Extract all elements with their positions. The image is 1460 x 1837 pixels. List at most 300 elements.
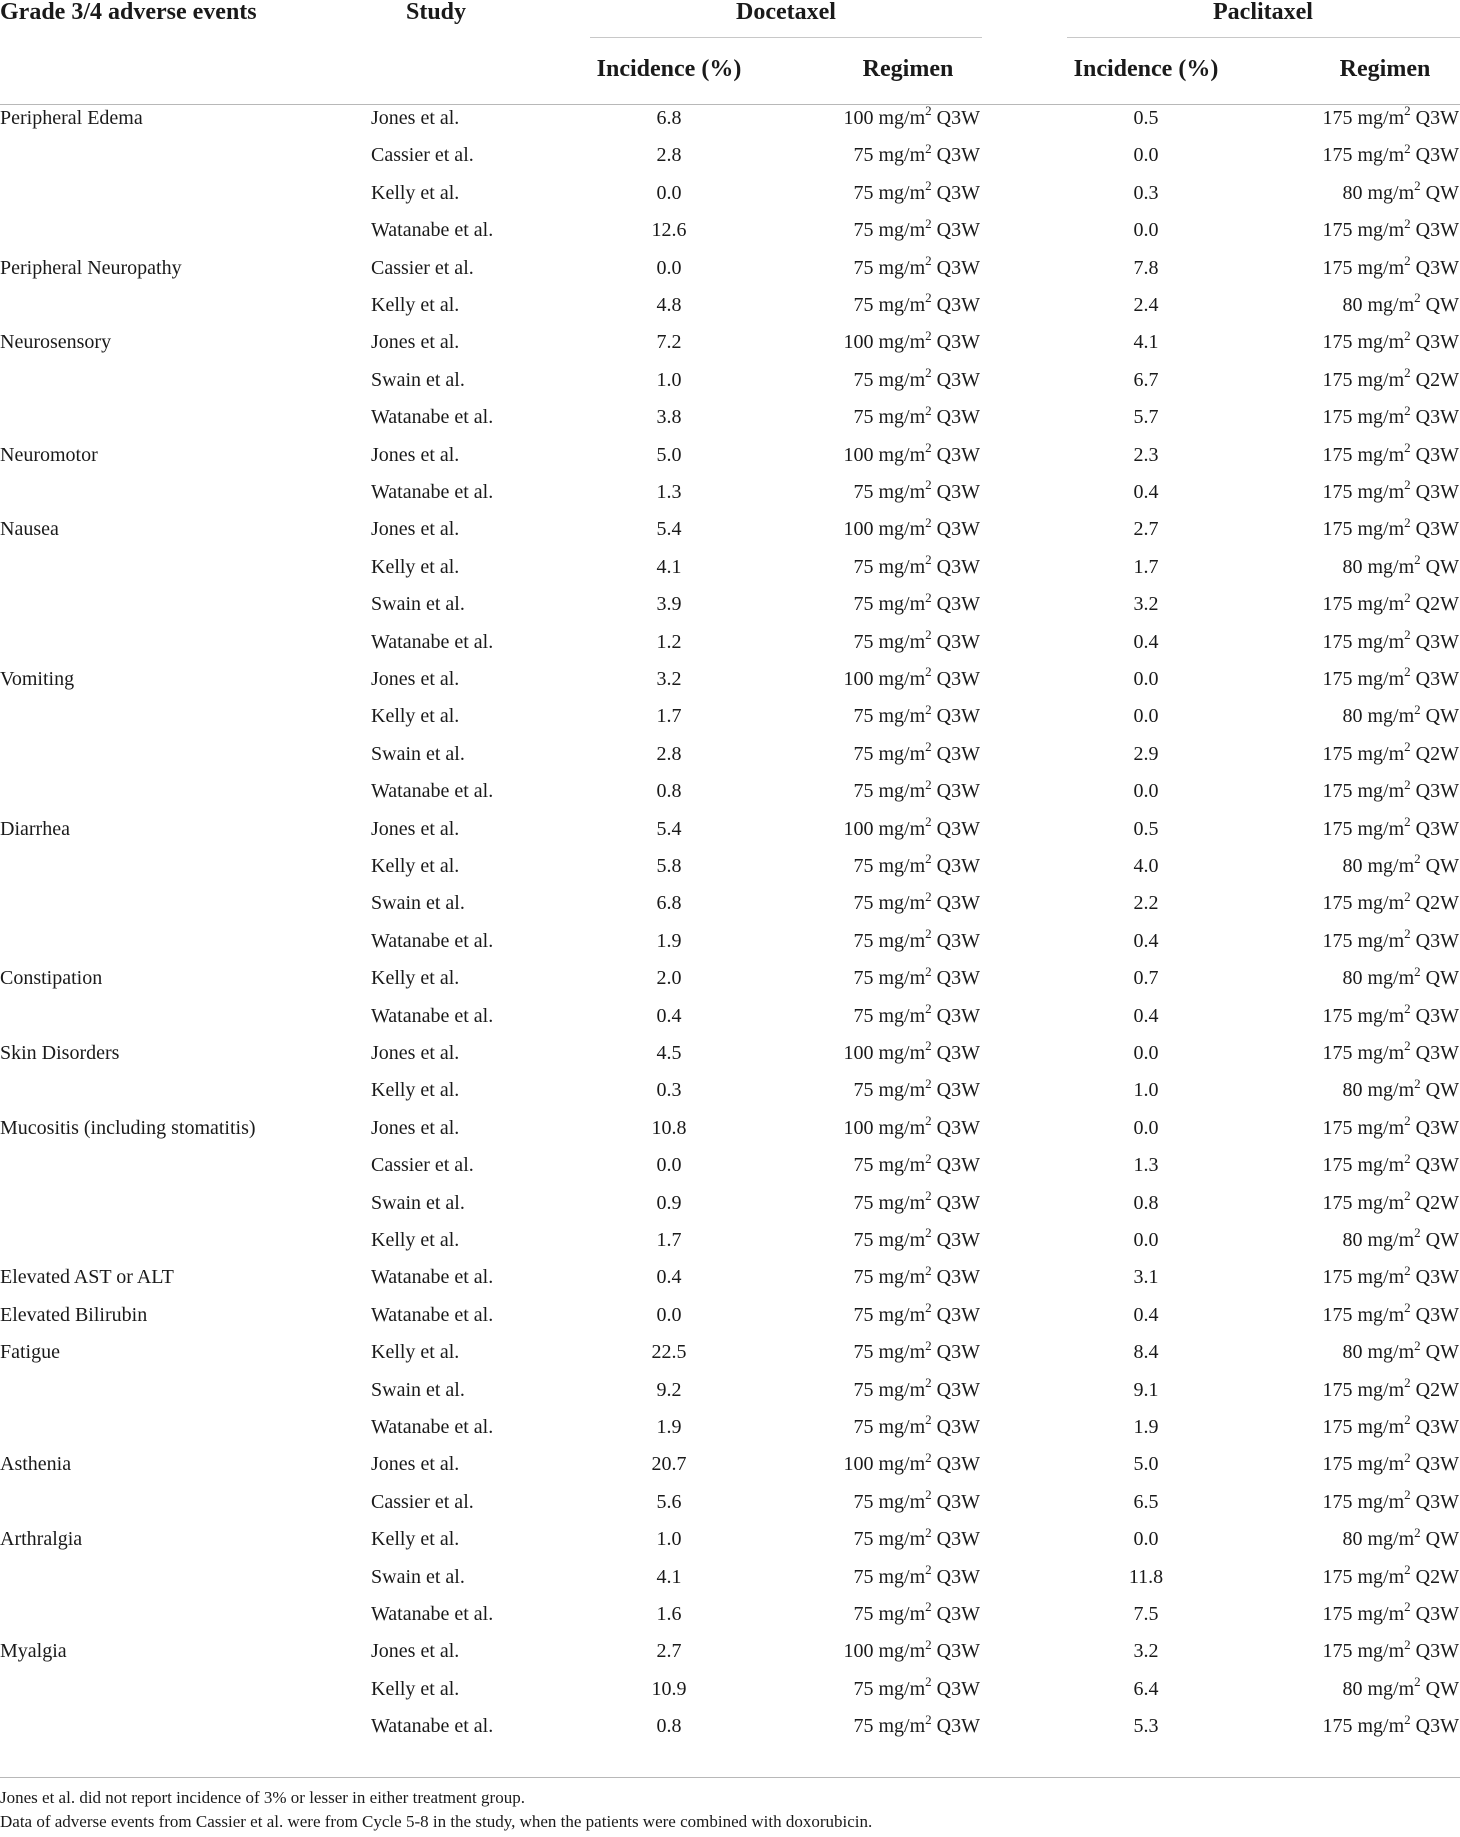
docetaxel-incidence-cell: 0.0 (656, 1303, 682, 1326)
regimen-dose: 75 mg/m (853, 630, 926, 653)
regimen-schedule: Q3W (931, 1154, 980, 1177)
paclitaxel-incidence-cell: 4.1 (1133, 331, 1159, 354)
superscript-2: 2 (1404, 1561, 1411, 1577)
adverse-event-cell: Arthralgia (0, 1528, 83, 1551)
regimen-dose: 100 mg/m (843, 668, 926, 690)
regimen-schedule: Q3W (931, 1303, 980, 1326)
docetaxel-incidence-cell: 10.9 (651, 1677, 687, 1700)
regimen-dose: 75 mg/m (853, 742, 926, 765)
regimen-schedule: Q3W (1410, 817, 1459, 840)
regimen-schedule: Q3W (931, 481, 980, 503)
regimen-schedule: QW (1420, 181, 1459, 204)
paclitaxel-incidence-cell: 7.5 (1133, 1603, 1159, 1625)
paclitaxel-incidence-cell: 6.7 (1133, 368, 1159, 391)
docetaxel-incidence-cell: 5.8 (656, 855, 682, 877)
superscript-2: 2 (925, 140, 932, 156)
paclitaxel-regimen-cell (1323, 1484, 1460, 1521)
docetaxel-regimen-cell (854, 923, 981, 960)
paclitaxel-regimen-cell (1323, 1372, 1460, 1409)
docetaxel-regimen-cell (854, 250, 981, 287)
table-row (0, 1110, 1460, 1147)
superscript-2: 2 (925, 514, 932, 530)
docetaxel-incidence-cell: 0.9 (656, 1191, 682, 1214)
study-cell: Jones et al. (371, 518, 460, 541)
superscript-2: 2 (925, 1636, 932, 1652)
regimen-schedule: QW (1420, 1528, 1459, 1551)
study-cell: Watanabe et al. (371, 1715, 494, 1738)
study-cell: Kelly et al. (371, 1229, 460, 1251)
superscript-2: 2 (1404, 1038, 1411, 1054)
superscript-2: 2 (925, 1038, 932, 1054)
superscript-2: 2 (1414, 851, 1421, 867)
regimen-dose: 75 mg/m (853, 1191, 926, 1214)
docetaxel-regimen-cell (854, 287, 981, 324)
regimen-dose: 175 mg/m (1322, 1303, 1405, 1326)
study-cell: Kelly et al. (371, 855, 460, 877)
superscript-2: 2 (925, 439, 932, 455)
footer-rule (0, 1777, 1460, 1778)
paclitaxel-incidence-cell: 1.9 (1133, 1416, 1159, 1438)
docetaxel-incidence-cell: 2.0 (656, 967, 682, 990)
docetaxel-regimen-cell (854, 175, 981, 212)
superscript-2: 2 (1404, 1599, 1411, 1615)
regimen-schedule: Q3W (1410, 1715, 1459, 1738)
paclitaxel-incidence-cell: 0.8 (1133, 1191, 1159, 1214)
docetaxel-incidence-cell: 0.3 (656, 1079, 682, 1102)
regimen-schedule: Q3W (1410, 1116, 1459, 1139)
superscript-2: 2 (1404, 776, 1411, 792)
regimen-schedule: Q3W (1410, 1266, 1459, 1289)
docetaxel-incidence-cell: 5.4 (656, 518, 682, 541)
superscript-2: 2 (1404, 439, 1411, 455)
superscript-2: 2 (925, 1000, 932, 1016)
superscript-2: 2 (1414, 701, 1421, 717)
adverse-event-cell: Constipation (0, 967, 103, 990)
table-row (0, 1259, 1460, 1296)
regimen-dose: 175 mg/m (1322, 1603, 1405, 1625)
docetaxel-regimen-cell (844, 811, 981, 848)
docetaxel-regimen-cell (844, 1110, 981, 1147)
regimen-dose: 75 mg/m (853, 1341, 926, 1364)
regimen-schedule: Q3W (931, 1341, 980, 1364)
table-row (0, 1484, 1460, 1521)
study-cell: Watanabe et al. (371, 1004, 494, 1027)
regimen-schedule: Q3W (1410, 406, 1459, 429)
regimen-dose: 75 mg/m (853, 929, 926, 952)
docetaxel-incidence-cell: 0.0 (656, 181, 682, 204)
superscript-2: 2 (1404, 1262, 1411, 1278)
regimen-dose: 100 mg/m (843, 518, 926, 541)
superscript-2: 2 (1404, 1449, 1411, 1465)
regimen-dose: 80 mg/m (1342, 1079, 1415, 1102)
docetaxel-regimen-cell (854, 773, 981, 810)
superscript-2: 2 (1404, 215, 1411, 231)
regimen-schedule: Q2W (1410, 1565, 1459, 1588)
regimen-schedule: Q3W (1410, 1154, 1459, 1177)
regimen-schedule: QW (1420, 855, 1459, 877)
table-row (0, 1446, 1460, 1483)
table-row (0, 1409, 1460, 1446)
table-row (0, 661, 1460, 698)
paclitaxel-incidence-cell: 1.0 (1133, 1079, 1159, 1102)
docetaxel-incidence-cell: 4.8 (656, 294, 682, 316)
paclitaxel-regimen-cell (1323, 399, 1460, 436)
regimen-dose: 175 mg/m (1322, 1453, 1405, 1476)
superscript-2: 2 (1404, 888, 1411, 904)
header-docetaxel: Docetaxel (736, 0, 836, 25)
paclitaxel-group-rule (1067, 37, 1460, 38)
regimen-dose: 100 mg/m (843, 1116, 926, 1139)
study-cell: Watanabe et al. (371, 1303, 494, 1326)
docetaxel-incidence-cell: 0.0 (656, 1154, 682, 1177)
header-study: Study (405, 0, 467, 25)
docetaxel-incidence-cell: 6.8 (656, 892, 682, 915)
superscript-2: 2 (925, 365, 932, 381)
paclitaxel-incidence-cell: 0.0 (1133, 1116, 1159, 1139)
adverse-event-cell: Asthenia (0, 1453, 72, 1476)
regimen-dose: 80 mg/m (1342, 855, 1415, 877)
regimen-dose: 75 mg/m (853, 219, 926, 242)
regimen-dose: 100 mg/m (843, 107, 926, 129)
superscript-2: 2 (1414, 963, 1421, 979)
table-row (0, 1521, 1460, 1558)
regimen-dose: 175 mg/m (1322, 256, 1405, 279)
docetaxel-regimen-cell (854, 1222, 981, 1259)
regimen-schedule: Q3W (1410, 630, 1459, 653)
table-row (0, 1596, 1460, 1633)
regimen-schedule: Q3W (931, 668, 980, 690)
regimen-schedule: Q3W (931, 144, 980, 167)
paclitaxel-regimen-cell (1343, 698, 1460, 735)
paclitaxel-incidence-cell: 0.0 (1133, 144, 1159, 167)
regimen-schedule: Q3W (1410, 1640, 1459, 1663)
docetaxel-incidence-cell: 1.9 (656, 929, 682, 952)
regimen-schedule: Q3W (931, 1490, 980, 1513)
regimen-schedule: Q3W (931, 1004, 980, 1027)
paclitaxel-regimen-cell (1323, 511, 1460, 548)
regimen-schedule: Q3W (931, 181, 980, 204)
superscript-2: 2 (925, 1599, 932, 1615)
regimen-dose: 175 mg/m (1322, 780, 1405, 803)
superscript-2: 2 (925, 552, 932, 568)
docetaxel-incidence-cell: 0.4 (656, 1266, 682, 1289)
docetaxel-regimen-cell (854, 1259, 981, 1296)
paclitaxel-regimen-cell (1323, 1409, 1460, 1446)
regimen-dose: 75 mg/m (853, 481, 926, 503)
paclitaxel-incidence-cell: 3.2 (1133, 1640, 1159, 1663)
docetaxel-regimen-cell (854, 1334, 981, 1371)
docetaxel-regimen-cell (854, 698, 981, 735)
superscript-2: 2 (925, 589, 932, 605)
regimen-dose: 175 mg/m (1322, 1715, 1405, 1738)
docetaxel-incidence-cell: 1.0 (656, 1528, 682, 1551)
paclitaxel-regimen-cell (1323, 811, 1460, 848)
paclitaxel-incidence-cell: 1.7 (1133, 555, 1159, 578)
regimen-dose: 175 mg/m (1322, 1266, 1405, 1289)
paclitaxel-regimen-cell (1343, 549, 1460, 586)
paclitaxel-incidence-cell: 0.0 (1133, 219, 1159, 242)
docetaxel-incidence-cell: 0.8 (656, 780, 682, 803)
table-row (0, 399, 1460, 436)
docetaxel-incidence-cell: 3.2 (656, 668, 682, 690)
study-cell: Jones et al. (371, 817, 460, 840)
regimen-schedule: Q3W (1410, 331, 1459, 354)
table-row (0, 1185, 1460, 1222)
regimen-dose: 175 mg/m (1322, 518, 1405, 541)
paclitaxel-regimen-cell (1323, 1446, 1460, 1483)
regimen-schedule: QW (1420, 555, 1459, 578)
table-row (0, 848, 1460, 885)
regimen-schedule: Q3W (1410, 107, 1459, 129)
docetaxel-regimen-cell (854, 1297, 981, 1334)
docetaxel-incidence-cell: 4.1 (656, 555, 682, 578)
docetaxel-regimen-cell (854, 1147, 981, 1184)
regimen-dose: 175 mg/m (1322, 929, 1405, 952)
paclitaxel-incidence-cell: 6.5 (1133, 1490, 1159, 1513)
regimen-dose: 75 mg/m (853, 555, 926, 578)
table-row (0, 586, 1460, 623)
superscript-2: 2 (925, 327, 932, 343)
study-cell: Jones et al. (371, 443, 460, 466)
paclitaxel-incidence-cell: 0.0 (1133, 1042, 1159, 1064)
superscript-2: 2 (925, 1262, 932, 1278)
superscript-2: 2 (925, 1561, 932, 1577)
regimen-schedule: Q3W (931, 555, 980, 578)
study-cell: Watanabe et al. (371, 780, 494, 803)
paclitaxel-regimen-cell (1323, 885, 1460, 922)
study-cell: Cassier et al. (371, 1154, 474, 1177)
study-cell: Watanabe et al. (371, 406, 494, 429)
docetaxel-incidence-cell: 1.2 (656, 630, 682, 653)
paclitaxel-incidence-cell: 0.7 (1133, 967, 1159, 990)
study-cell: Jones et al. (371, 1640, 460, 1663)
regimen-schedule: Q3W (931, 1229, 980, 1251)
regimen-schedule: Q3W (931, 1191, 980, 1214)
paclitaxel-incidence-cell: 5.3 (1133, 1715, 1159, 1738)
superscript-2: 2 (925, 739, 932, 755)
docetaxel-regimen-cell (854, 885, 981, 922)
regimen-schedule: Q3W (931, 705, 980, 728)
superscript-2: 2 (1404, 402, 1411, 418)
paclitaxel-regimen-cell (1323, 100, 1460, 137)
adverse-event-cell: Elevated AST or ALT (0, 1266, 174, 1289)
superscript-2: 2 (1414, 290, 1421, 306)
regimen-dose: 80 mg/m (1342, 181, 1415, 204)
study-cell: Kelly et al. (371, 294, 460, 316)
regimen-dose: 75 mg/m (853, 1004, 926, 1027)
adverse-event-cell: Myalgia (0, 1640, 67, 1663)
paclitaxel-regimen-cell (1323, 250, 1460, 287)
paclitaxel-regimen-cell (1323, 324, 1460, 361)
table-row (0, 1297, 1460, 1334)
regimen-schedule: QW (1420, 705, 1459, 728)
paclitaxel-incidence-cell: 0.0 (1133, 705, 1159, 728)
regimen-dose: 75 mg/m (853, 256, 926, 279)
study-cell: Watanabe et al. (371, 929, 494, 952)
paclitaxel-incidence-cell: 2.2 (1133, 892, 1159, 915)
regimen-dose: 175 mg/m (1322, 1116, 1405, 1139)
adverse-event-cell: Peripheral Neuropathy (0, 256, 182, 279)
superscript-2: 2 (1404, 514, 1411, 530)
docetaxel-regimen-cell (844, 1446, 981, 1483)
regimen-dose: 175 mg/m (1322, 1378, 1405, 1401)
docetaxel-regimen-cell (844, 324, 981, 361)
paclitaxel-regimen-cell (1323, 661, 1460, 698)
paclitaxel-incidence-cell: 0.5 (1133, 107, 1159, 129)
study-cell: Watanabe et al. (371, 481, 494, 503)
table-row (0, 773, 1460, 810)
regimen-schedule: Q3W (931, 219, 980, 242)
docetaxel-regimen-cell (854, 1484, 981, 1521)
adverse-event-cell: Nausea (0, 518, 59, 541)
table-row (0, 1671, 1460, 1708)
regimen-schedule: Q3W (931, 1079, 980, 1102)
table-row (0, 885, 1460, 922)
paclitaxel-incidence-cell: 3.2 (1133, 593, 1159, 616)
header-paclitaxel-regimen: Regimen (1339, 56, 1431, 82)
regimen-dose: 75 mg/m (853, 1490, 926, 1513)
regimen-dose: 75 mg/m (853, 1528, 926, 1551)
table-row (0, 998, 1460, 1035)
docetaxel-regimen-cell (854, 624, 981, 661)
superscript-2: 2 (1404, 365, 1411, 381)
regimen-dose: 175 mg/m (1322, 1042, 1405, 1064)
regimen-dose: 75 mg/m (853, 1229, 926, 1251)
table-row (0, 1559, 1460, 1596)
study-cell: Cassier et al. (371, 1490, 474, 1513)
adverse-event-cell: Neuromotor (0, 443, 98, 466)
superscript-2: 2 (925, 178, 932, 194)
regimen-dose: 175 mg/m (1322, 368, 1405, 391)
docetaxel-incidence-cell: 2.7 (656, 1640, 682, 1663)
regimen-schedule: Q2W (1410, 892, 1459, 915)
regimen-schedule: Q3W (931, 518, 980, 541)
table-row (0, 212, 1460, 249)
docetaxel-regimen-cell (844, 1035, 981, 1072)
superscript-2: 2 (925, 1225, 932, 1241)
paclitaxel-regimen-cell (1323, 1596, 1460, 1633)
docetaxel-incidence-cell: 4.1 (656, 1565, 682, 1588)
regimen-dose: 175 mg/m (1322, 892, 1405, 915)
superscript-2: 2 (1404, 1636, 1411, 1652)
header-paclitaxel: Paclitaxel (1213, 0, 1313, 25)
study-cell: Kelly et al. (371, 1528, 460, 1551)
regimen-dose: 175 mg/m (1322, 481, 1405, 503)
table-row (0, 1633, 1460, 1670)
regimen-schedule: Q3W (1410, 1042, 1459, 1064)
docetaxel-incidence-cell: 6.8 (656, 107, 682, 129)
superscript-2: 2 (925, 1300, 932, 1316)
superscript-2: 2 (925, 926, 932, 942)
superscript-2: 2 (925, 1711, 932, 1727)
regimen-dose: 175 mg/m (1322, 144, 1405, 167)
regimen-dose: 75 mg/m (853, 892, 926, 915)
regimen-dose: 80 mg/m (1342, 1341, 1415, 1364)
superscript-2: 2 (925, 626, 932, 642)
table-row (0, 960, 1460, 997)
regimen-dose: 175 mg/m (1322, 1490, 1405, 1513)
regimen-dose: 80 mg/m (1342, 967, 1415, 990)
regimen-dose: 75 mg/m (853, 1715, 926, 1738)
adverse-event-cell: Peripheral Edema (0, 107, 143, 129)
superscript-2: 2 (925, 402, 932, 418)
superscript-2: 2 (1404, 1150, 1411, 1166)
docetaxel-incidence-cell: 5.0 (656, 443, 682, 466)
regimen-dose: 175 mg/m (1322, 107, 1405, 129)
docetaxel-regimen-cell (854, 1708, 981, 1745)
docetaxel-incidence-cell: 1.9 (656, 1416, 682, 1438)
regimen-dose: 175 mg/m (1322, 630, 1405, 653)
regimen-schedule: QW (1420, 1079, 1459, 1102)
regimen-schedule: Q3W (931, 1416, 980, 1438)
docetaxel-regimen-cell (854, 1185, 981, 1222)
regimen-dose: 175 mg/m (1322, 1154, 1405, 1177)
table-row (0, 1035, 1460, 1072)
docetaxel-regimen-cell (854, 399, 981, 436)
paclitaxel-incidence-cell: 0.5 (1133, 817, 1159, 840)
adverse-event-cell: Vomiting (0, 668, 75, 690)
superscript-2: 2 (925, 1449, 932, 1465)
table-row (0, 1222, 1460, 1259)
regimen-schedule: Q3W (931, 1677, 980, 1700)
regimen-dose: 75 mg/m (853, 144, 926, 167)
regimen-schedule: Q3W (1410, 668, 1459, 690)
paclitaxel-regimen-cell (1323, 998, 1460, 1035)
paclitaxel-incidence-cell: 0.4 (1133, 929, 1159, 952)
regimen-dose: 100 mg/m (843, 1640, 926, 1663)
adverse-event-cell: Elevated Bilirubin (0, 1303, 148, 1326)
regimen-dose: 75 mg/m (853, 1565, 926, 1588)
regimen-schedule: Q3W (1410, 1453, 1459, 1476)
study-cell: Swain et al. (371, 742, 465, 765)
table-row (0, 437, 1460, 474)
paclitaxel-incidence-cell: 0.0 (1133, 780, 1159, 803)
regimen-dose: 75 mg/m (853, 1603, 926, 1625)
adverse-event-cell: Fatigue (0, 1341, 60, 1364)
paclitaxel-regimen-cell (1323, 1259, 1460, 1296)
docetaxel-regimen-cell (854, 736, 981, 773)
docetaxel-incidence-cell: 2.8 (656, 742, 682, 765)
superscript-2: 2 (925, 290, 932, 306)
docetaxel-regimen-cell (854, 1596, 981, 1633)
regimen-schedule: Q3W (931, 1453, 980, 1476)
paclitaxel-regimen-cell (1323, 1035, 1460, 1072)
regimen-schedule: Q3W (931, 855, 980, 877)
superscript-2: 2 (925, 851, 932, 867)
docetaxel-incidence-cell: 4.5 (656, 1042, 682, 1064)
docetaxel-regimen-cell (844, 1633, 981, 1670)
paclitaxel-incidence-cell: 3.1 (1133, 1266, 1159, 1289)
regimen-schedule: Q3W (1410, 1004, 1459, 1027)
superscript-2: 2 (1404, 1113, 1411, 1129)
superscript-2: 2 (1414, 178, 1421, 194)
regimen-schedule: QW (1420, 294, 1459, 316)
table-row (0, 474, 1460, 511)
study-cell: Jones et al. (371, 107, 460, 129)
docetaxel-group-rule (590, 37, 982, 38)
regimen-schedule: Q3W (1410, 929, 1459, 952)
regimen-dose: 175 mg/m (1322, 1416, 1405, 1438)
study-cell: Kelly et al. (371, 1677, 460, 1700)
footnote-1: Jones et al. did not report incidence of 3% or lesser in either treatment group. (0, 1788, 525, 1807)
regimen-dose: 75 mg/m (853, 593, 926, 616)
table-row (0, 250, 1460, 287)
adverse-event-cell: Diarrhea (0, 817, 70, 840)
paclitaxel-regimen-cell (1323, 773, 1460, 810)
superscript-2: 2 (1404, 1000, 1411, 1016)
regimen-schedule: Q3W (1410, 481, 1459, 503)
regimen-dose: 75 mg/m (853, 368, 926, 391)
